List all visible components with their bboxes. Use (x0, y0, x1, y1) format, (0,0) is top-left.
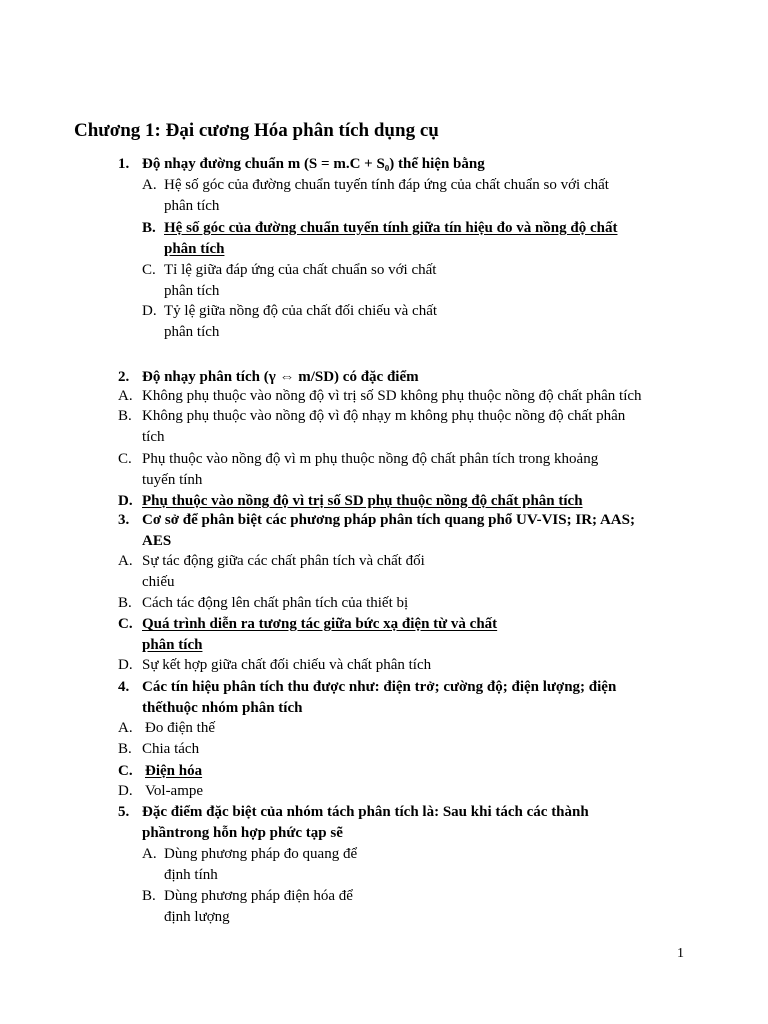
option-text: Không phụ thuộc vào nồng độ vì độ nhạy m không phụ thuộc nồng độ chất phân (142, 408, 626, 424)
option-text: Tỉ lệ giữa đáp ứng của chất chuẩn so với chất (164, 262, 437, 278)
correct-answer-text: Hệ số góc của đường chuẩn tuyến tính giữa tín hiệu đo và nồng độ chất (164, 220, 618, 236)
option-text: Đo điện thế (145, 720, 215, 736)
question-number: 1. (118, 156, 130, 172)
correct-answer-text: Phụ thuộc vào nồng độ vì trị số SD phụ thuộc nồng độ chất phân tích (142, 493, 583, 509)
option-text: Tỷ lệ giữa nồng độ của chất đối chiếu và chất (164, 303, 438, 319)
option-letter: A. (118, 388, 133, 404)
option-text: Sự kết hợp giữa chất đối chiếu và chất phân tích (142, 657, 432, 673)
page-number: 1 (677, 946, 684, 961)
question-stem-cont: thếthuộc nhóm phân tích (142, 700, 303, 716)
question-number: 2. (118, 369, 130, 385)
question-stem: Đặc điểm đặc biệt của nhóm tách phân tích là: Sau khi tách các thành (142, 804, 589, 820)
option-text-cont: phân tích (164, 198, 220, 214)
option-text: Cách tác động lên chất phân tích của thiết bị (142, 595, 409, 611)
option-text: Chia tách (142, 741, 200, 757)
option-letter-correct: C. (118, 763, 133, 779)
question-stem-cont: AES (142, 533, 172, 549)
option-text-cont: tuyến tính (142, 472, 203, 488)
correct-answer-text-cont: phân tích (164, 241, 225, 257)
question-stem: Các tín hiệu phân tích thu được như: điện trở; cường độ; điện lượng; điện (142, 679, 617, 695)
chapter-title: Chương 1: Đại cương Hóa phân tích dụng cụ (74, 120, 439, 141)
option-text-cont: tích (142, 429, 165, 445)
option-text-cont: định tính (164, 867, 218, 883)
option-text: Dùng phương pháp điện hóa để (164, 888, 353, 904)
option-text: Dùng phương pháp đo quang để (164, 846, 358, 862)
option-letter: B. (142, 888, 156, 904)
option-text-cont: định lượng (164, 909, 230, 925)
option-text-cont: phân tích (164, 324, 220, 340)
correct-answer-text: Điện hóa (145, 763, 203, 779)
question-stem: Độ nhạy phân tích (γ ⇔ m/SD) có đặc điểm (142, 369, 419, 385)
question-stem: Độ nhạy đường chuẩn m (S = m.C + S₀) thể hiện bằng (142, 156, 485, 172)
option-letter: B. (118, 741, 132, 757)
question-number: 5. (118, 804, 130, 820)
question-number: 3. (118, 512, 130, 528)
option-letter: B. (118, 408, 132, 424)
option-letter-correct: C. (118, 616, 133, 632)
option-text: Sự tác động giữa các chất phân tích và chất đối (142, 553, 425, 569)
option-letter: B. (118, 595, 132, 611)
correct-answer-text: Quá trình diễn ra tương tác giữa bức xạ điện từ và chất (142, 616, 498, 632)
option-letter: D. (118, 783, 133, 799)
option-text: Phụ thuộc vào nồng độ vì m phụ thuộc nồng độ chất phân tích trong khoảng (142, 451, 599, 467)
option-letter: A. (142, 846, 157, 862)
option-letter: C. (118, 451, 132, 467)
correct-answer-text-cont: phân tích (142, 637, 203, 653)
option-text: Không phụ thuộc vào nồng độ vì trị số SD không phụ thuộc nồng độ chất phân tích (142, 388, 642, 404)
question-stem: Cơ sở để phân biệt các phương pháp phân tích quang phổ UV-VIS; IR; AAS; (142, 512, 635, 528)
option-letter: D. (142, 303, 157, 319)
question-number: 4. (118, 679, 130, 695)
option-letter: C. (142, 262, 156, 278)
question-stem-cont: phầntrong hỗn hợp phức tạp sẽ (142, 825, 343, 841)
option-letter-correct: B. (142, 220, 156, 236)
option-letter: D. (118, 657, 133, 673)
option-letter: A. (118, 553, 133, 569)
option-text-cont: phân tích (164, 283, 220, 299)
option-letter-correct: D. (118, 493, 133, 509)
option-text: Vol-ampe (145, 783, 204, 799)
option-letter: A. (142, 177, 157, 193)
option-letter: A. (118, 720, 133, 736)
option-text-cont: chiếu (142, 574, 175, 590)
option-text: Hệ số góc của đường chuẩn tuyến tính đáp ứng của chất chuẩn so với chất (164, 177, 609, 193)
